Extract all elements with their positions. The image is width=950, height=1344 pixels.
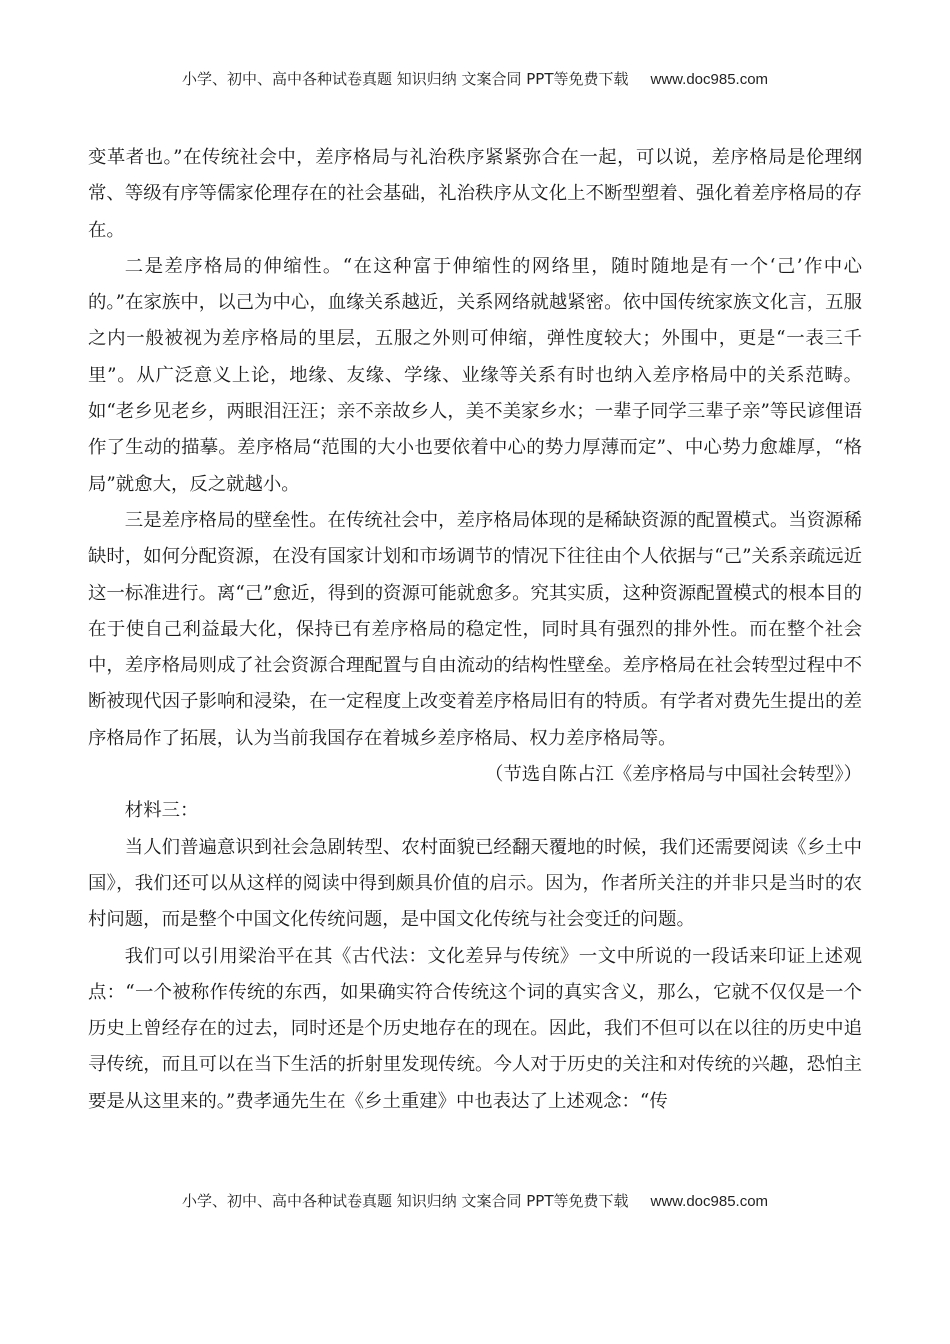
- footer-url: www.doc985.com: [650, 1193, 769, 1210]
- header-text: 小学、初中、高中各种试卷真题 知识归纳 文案合同 PPT等免费下载: [181, 70, 629, 88]
- page-footer: [0, 1191, 950, 1212]
- footer-text: 小学、初中、高中各种试卷真题 知识归纳 文案合同 PPT等免费下载: [181, 1192, 629, 1210]
- page-header: [0, 69, 950, 90]
- header-url: www.doc985.com: [650, 71, 769, 88]
- paragraph-continuation: 变革者也。”在传统社会中，差序格局与礼治秩序紧紧弥合在一起，可以说，差序格局是伦理纲常、等级有序等儒家伦理存在的社会基础，礼治秩序从文化上不断型塑着、强化着差序格局的存在。: [88, 147, 862, 241]
- paragraph-reading-xiangtu: 当人们普遍意识到社会急剧转型、农村面貌已经翻天覆地的时候，我们还需要阅读《乡土中国》，我们还可以从这样的阅读中得到颇具价值的启示。因为，作者所关注的并非只是当时的农村问题，而是整个中国文化传统问题，是中国文化传统与社会变迁的问题。: [88, 836, 862, 931]
- paragraph-elasticity: 二是差序格局的伸缩性。“在这种富于伸缩性的网络里，随时随地是有一个‘己’作中心的。”在家族中，以己为中心，血缘关系越近，关系网络就越紧密。依中国传统家族文化言，五服之内一般被视为差序格局的里层，五服之外则可伸缩，弹性度较大；外围中，更是“一表三千里”。从广泛意义上论，地缘、友缘、学缘、业缘等关系有时也纳入差序格局中的关系范畴。如“老乡见老乡，两眼泪汪汪；亲不亲故乡人，美不美家乡水；一辈子同学三辈子亲”等民谚俚语作了生动的描摹。差序格局“范围的大小也要依着中心的势力厚薄而定”、中心势力愈雄厚，“格局”就愈大，反之就越小。: [88, 255, 863, 495]
- paragraph-barrier: 三是差序格局的壁垒性。在传统社会中，差序格局体现的是稀缺资源的配置模式。当资源稀缺时，如何分配资源，在没有国家计划和市场调节的情况下往往由个人依据与“己”关系亲疏远近这一标准进行。离“己”愈近，得到的资源可能就愈多。究其实质，这种资源配置模式的根本目的在于使自己利益最大化，保持已有差序格局的稳定性，同时具有强烈的排外性。而在整个社会中，差序格局则成了社会资源合理配置与自由流动的结构性壁垒。差序格局在社会转型过程中不断被现代因子影响和浸染，在一定程度上改变着差序格局旧有的特质。有学者对费先生提出的差序格局作了拓展，认为当前我国存在着城乡差序格局、权力差序格局等。: [88, 509, 862, 749]
- document-body: [88, 140, 862, 1120]
- paragraph-tradition-quote: 我们可以引用梁治平在其《古代法：文化差异与传统》一文中所说的一段话来印证上述观点：“一个被称作传统的东西，如果确实符合传统这个词的真实含义，那么，它就不仅仅是一个历史上曾经存在的过去，同时还是个历史地存在的现在。因此，我们不但可以在以往的历史中追寻传统，而且可以在当下生活的折射里发现传统。今人对于历史的关注和对传统的兴趣，恐怕主要是从这里来的。”费孝通先生在《乡土重建》中也表达了上述观念：“传: [88, 945, 862, 1112]
- section-heading-material-three: 材料三：: [124, 800, 199, 822]
- source-citation: （节选自陈占江《差序格局与中国社会转型》）: [484, 764, 862, 786]
